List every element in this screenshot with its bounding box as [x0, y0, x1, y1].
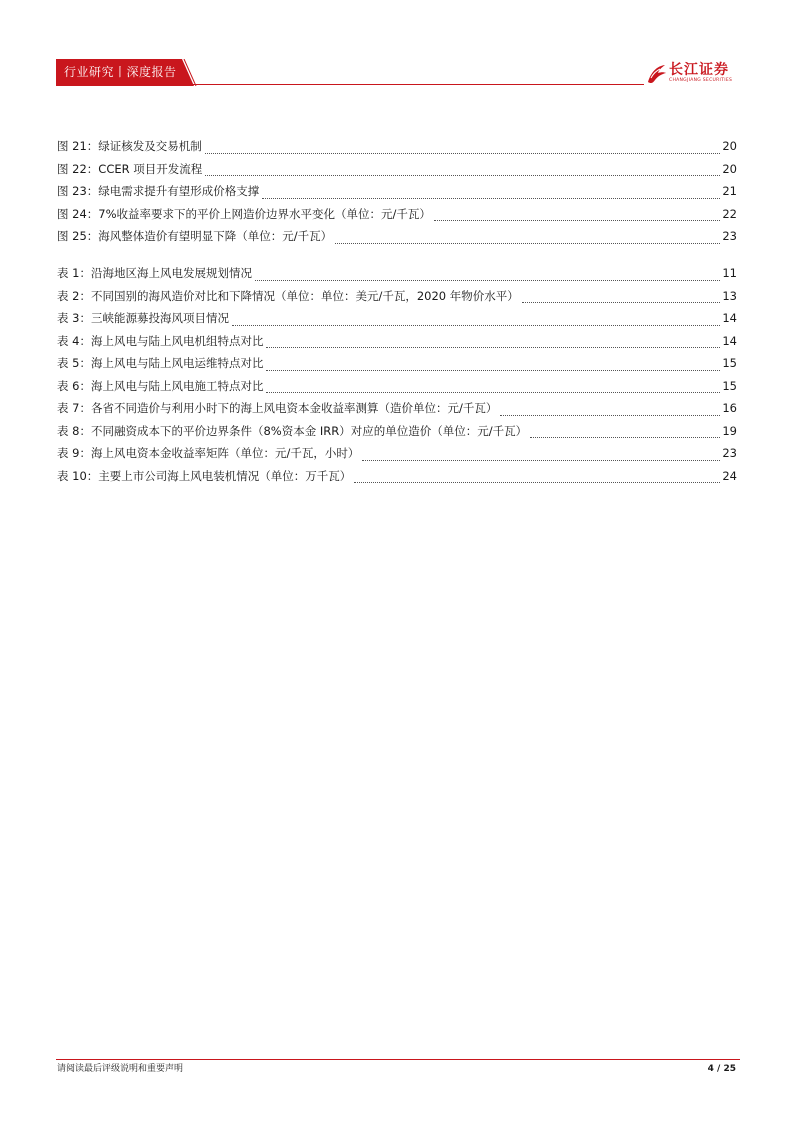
dot-leader	[500, 415, 720, 416]
dot-leader	[262, 198, 720, 199]
toc-entry-page: 21	[722, 184, 737, 198]
toc-entry-label: 表 7：各省不同造价与利用小时下的海上风电资本金收益率测算（造价单位：元/千瓦）	[57, 401, 498, 415]
dot-leader	[205, 153, 721, 154]
toc-entry-page: 15	[722, 378, 737, 393]
toc-entry-page: 20	[722, 161, 737, 176]
toc-entry-page: 22	[722, 206, 737, 221]
dot-leader	[266, 347, 720, 348]
phoenix-logo-icon	[645, 62, 667, 86]
toc-entry-page: 15	[722, 356, 737, 370]
toc-entry-label: 图 22：CCER 项目开发流程	[57, 161, 203, 176]
toc-entry-label: 图 23：绿电需求提升有望形成价格支撑	[57, 184, 260, 198]
toc-entry-page: 14	[722, 333, 737, 348]
dot-leader	[232, 325, 720, 326]
toc-entry-table-8[interactable]	[57, 420, 737, 443]
toc-entry-page: 13	[722, 288, 737, 303]
toc-entry-figure-22[interactable]	[57, 158, 737, 181]
toc-entry-table-4[interactable]	[57, 330, 737, 353]
toc-entry-table-10[interactable]	[57, 465, 737, 488]
dot-leader	[354, 482, 720, 483]
page-number: 4 / 25	[707, 1064, 736, 1074]
header-rule	[188, 84, 644, 85]
toc-entry-table-9[interactable]	[57, 442, 737, 465]
dot-leader	[434, 220, 720, 221]
toc-entry-label: 表 3：三峡能源募投海风项目情况	[57, 311, 229, 325]
toc-entry-figure-25[interactable]	[57, 225, 737, 248]
dot-leader	[522, 302, 721, 303]
logo-subtitle: CHANGJIANG SECURITIES	[669, 78, 733, 83]
dot-leader	[335, 243, 720, 244]
toc-entry-page: 20	[722, 139, 737, 153]
footer-disclaimer: 请阅读最后评级说明和重要声明	[57, 1064, 184, 1074]
toc-entry-label: 表 4：海上风电与陆上风电机组特点对比	[57, 333, 264, 348]
toc-entry-label: 表 6：海上风电与陆上风电施工特点对比	[57, 378, 264, 393]
toc-entry-table-5[interactable]	[57, 352, 737, 375]
toc-entry-page: 11	[722, 266, 737, 280]
toc-entry-table-1[interactable]	[57, 262, 737, 285]
toc-entry-page: 23	[722, 229, 737, 243]
toc-entry-page: 23	[722, 446, 737, 460]
toc-entry-figure-23[interactable]	[57, 180, 737, 203]
toc-entry-page: 14	[722, 311, 737, 325]
toc-entry-figure-21[interactable]	[57, 135, 737, 158]
toc-entry-table-6[interactable]	[57, 375, 737, 398]
dot-leader	[205, 175, 720, 176]
toc-entry-label: 表 9：海上风电资本金收益率矩阵（单位：元/千瓦，小时）	[57, 446, 360, 460]
table-index	[57, 262, 737, 487]
logo-text: 长江证券	[669, 62, 729, 78]
toc-entry-label: 表 1：沿海地区海上风电发展规划情况	[57, 266, 252, 280]
toc-entry-table-2[interactable]	[57, 285, 737, 308]
toc-entry-figure-24[interactable]	[57, 203, 737, 226]
toc-entry-page: 16	[722, 401, 737, 415]
toc-entry-label: 表 5：海上风电与陆上风电运维特点对比	[57, 356, 264, 370]
dot-leader	[266, 370, 720, 371]
dot-leader	[266, 392, 720, 393]
footer-rule	[56, 1059, 740, 1060]
dot-leader	[530, 437, 720, 438]
toc-entry-label: 图 21：绿证核发及交易机制	[57, 139, 202, 153]
brand-logo	[645, 62, 740, 88]
figure-index	[57, 135, 737, 248]
header-title: 行业研究丨深度报告	[64, 65, 177, 79]
dot-leader	[362, 460, 720, 461]
toc-entry-label: 表 10：主要上市公司海上风电装机情况（单位：万千瓦）	[57, 468, 352, 483]
toc-entry-table-7[interactable]	[57, 397, 737, 420]
toc-entry-page: 24	[722, 468, 737, 483]
dot-leader	[255, 280, 720, 281]
toc-entry-label: 表 2：不同国别的海风造价对比和下降情况（单位：单位：美元/千瓦，2020 年物价水平）	[57, 288, 519, 303]
toc-entry-table-3[interactable]	[57, 307, 737, 330]
toc-entry-page: 19	[722, 423, 737, 438]
toc-entry-label: 表 8：不同融资成本下的平价边界条件（8%资本金 IRR）对应的单位造价（单位：元/千瓦）	[57, 423, 528, 438]
toc-entry-label: 图 25：海风整体造价有望明显下降（单位：元/千瓦）	[57, 229, 333, 243]
toc-entry-label: 图 24：7%收益率要求下的平价上网造价边界水平变化（单位：元/千瓦）	[57, 206, 431, 221]
